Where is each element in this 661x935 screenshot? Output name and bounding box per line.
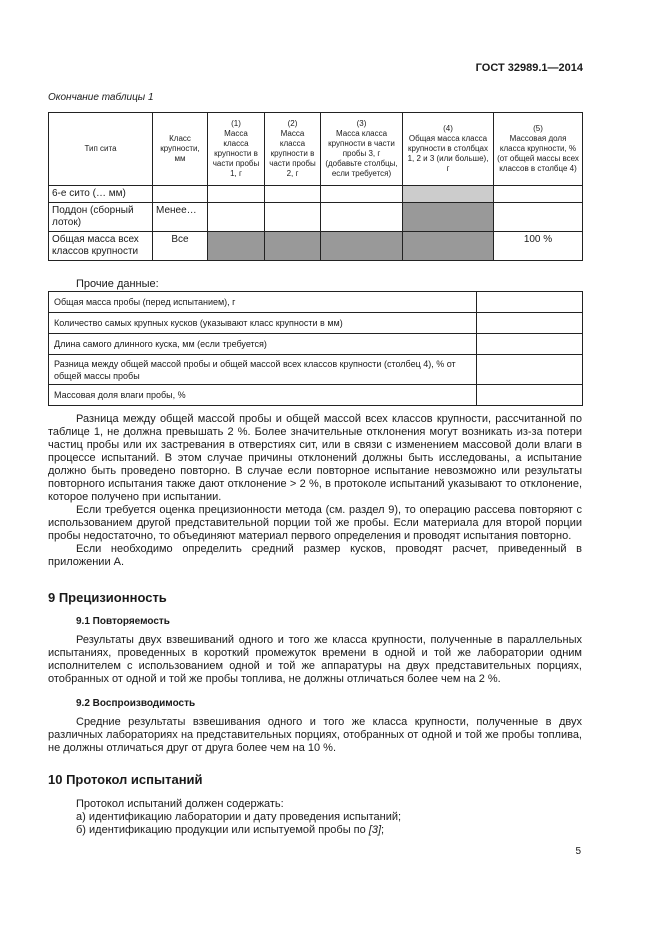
subsection-9-2-title: 9.2 Воспроизводимость: [76, 698, 196, 709]
cell-shaded: [403, 232, 494, 261]
section-10-title: 10 Протокол испытаний: [48, 772, 203, 787]
cell-size-class: [153, 186, 208, 203]
other-data-item: Массовая доля влаги пробы, %: [49, 385, 477, 406]
list-item-suffix: ;: [381, 824, 385, 836]
header-mass-part3: [321, 113, 403, 186]
header-number: (3): [356, 119, 367, 128]
table-row: [49, 355, 583, 385]
header-text: Общая масса класса крупности в столбцах 1, 2 и 3 (или больше), г: [407, 134, 489, 173]
cell-empty: [321, 203, 403, 232]
table-caption: Окончание таблицы 1: [48, 92, 154, 103]
header-number: (5): [533, 124, 543, 133]
section-10-list: [48, 798, 582, 837]
header-text: Масса класса крупности в части пробы 3, г (добавьте столбцы, если требуется): [325, 129, 398, 178]
cell-size-class: Все: [153, 232, 208, 261]
cell-sieve-type: 6-е сито (… мм): [49, 186, 153, 203]
table-row: [49, 186, 583, 203]
paragraph: Разница между общей массой пробы и общей массой всех классов крупности, рассчитанной по таблице 1, не должна превышать 2 %. Более значительные отклонения могут возникать из-за потери частиц пробы или их застревания в отверстиях сит, или в связи с изменением массовой доли влаги в процессе испытаний. В этом случае причины отклонений должны быть исследованы, а испытание должно быть проведено повторно. В случае если повторное испытание невозможно или результаты повторного испытания также дают отклонение > 2 %, в протоколе испытаний указывают то отклонение, которое получено при испытании.: [48, 413, 582, 503]
table-row: [49, 203, 583, 232]
sieve-results-table: [48, 112, 583, 261]
cell-empty: [208, 186, 265, 203]
other-data-value: [477, 334, 583, 355]
cell-empty: [265, 186, 321, 203]
document-code: ГОСТ 32989.1—2014: [475, 62, 583, 74]
cell-empty: [321, 186, 403, 203]
other-data-item: Длина самого длинного куска, мм (если требуется): [49, 334, 477, 355]
other-data-value: [477, 292, 583, 313]
header-number: (4): [443, 124, 453, 133]
paragraph: Если необходимо определить средний размер кусков, проводят расчет, приведенный в приложении А.: [48, 543, 582, 568]
list-item: а) идентификацию лаборатории и дату проведения испытаний;: [76, 811, 402, 823]
cell-shaded: [321, 232, 403, 261]
other-data-label: Прочие данные:: [76, 278, 159, 290]
header-mass-fraction: [494, 113, 583, 186]
cell-empty: [265, 203, 321, 232]
header-text: Массовая доля класса крупности, % (от общей массы всех классов в столбце 4): [497, 134, 579, 173]
other-data-item: Общая масса пробы (перед испытанием), г: [49, 292, 477, 313]
header-text: Масса класса крупности в части пробы 2, г: [269, 129, 316, 178]
subsection-9-1-title: 9.1 Повторяемость: [76, 616, 170, 627]
table-row: [49, 313, 583, 334]
subsection-9-2-text-block: [48, 716, 582, 755]
header-number: (1): [231, 119, 241, 128]
table-row: [49, 232, 583, 261]
list-item: [48, 824, 582, 837]
other-data-value: [477, 355, 583, 385]
table-header-row: [49, 113, 583, 186]
other-data-item: Разница между общей массой пробы и общей массой всех классов крупности (столбец 4), % от общей массы пробы: [49, 355, 477, 385]
other-data-value: [477, 313, 583, 334]
cell-mass-fraction: 100 %: [494, 232, 583, 261]
subsection-9-1-text-block: [48, 634, 582, 686]
other-data-table: [48, 291, 583, 406]
header-size-class: Класс крупности, мм: [153, 113, 208, 186]
cell-sieve-type: Поддон (сборный лоток): [49, 203, 153, 232]
body-paragraphs: [48, 413, 582, 569]
table-row: [49, 385, 583, 406]
cell-shaded: [403, 186, 494, 203]
cell-mass-fraction: [494, 203, 583, 232]
section-9-title: 9 Прецизионность: [48, 590, 167, 605]
reference-link: [3]: [368, 824, 382, 836]
list-intro: Протокол испытаний должен содержать:: [76, 798, 284, 810]
cell-shaded: [208, 232, 265, 261]
header-text: Масса класса крупности в части пробы 1, г: [212, 129, 260, 178]
table-row: [49, 292, 583, 313]
cell-size-class: Менее…: [153, 203, 208, 232]
header-sieve-type: Тип сита: [49, 113, 153, 186]
list-item-text: б) идентификацию продукции или испытуемой пробы по: [76, 824, 369, 836]
header-mass-part1: [208, 113, 265, 186]
cell-shaded: [403, 203, 494, 232]
paragraph: Средние результаты взвешивания одного и того же класса крупности, полученные в двух различных лабораториях на представительных порциях, отобранных от одной и той же пробы топлива, не должны отличаться друг от друга более чем на 10 %.: [48, 716, 582, 754]
other-data-value: [477, 385, 583, 406]
header-mass-part2: [265, 113, 321, 186]
table-row: [49, 334, 583, 355]
page-number: 5: [575, 846, 581, 857]
paragraph: Если требуется оценка прецизионности метода (см. раздел 9), то операцию рассева повторяют с использованием другой представительной порции той же пробы. Если материала для второй порции пробы недостаточно, то объединяют материал первого определения и проводят испытания повторно.: [48, 504, 582, 542]
cell-mass-fraction: [494, 186, 583, 203]
header-total-mass: [403, 113, 494, 186]
cell-shaded: [265, 232, 321, 261]
cell-empty: [208, 203, 265, 232]
other-data-item: Количество самых крупных кусков (указывают класс крупности в мм): [49, 313, 477, 334]
paragraph: Результаты двух взвешиваний одного и того же класса крупности, полученные в параллельных испытаниях, проведенных в короткий промежуток времени в одной и той же лаборатории одним исполнителем с использованием одной и той же аппаратуры на двух представительных порциях, отобранных от одной и той же пробы топлива, не должны отличаться более чем на 2 %.: [48, 634, 582, 685]
cell-sieve-type: Общая масса всех классов крупности: [49, 232, 153, 261]
header-number: (2): [287, 119, 298, 128]
